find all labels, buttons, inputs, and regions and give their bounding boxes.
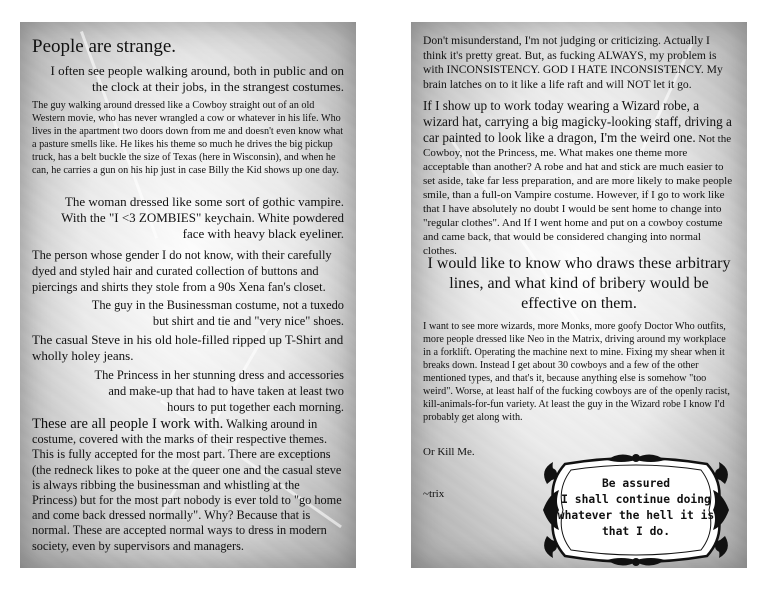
princess-paragraph: The Princess in her stunning dress and accessories and make-up that had to have taken at least two hours to put together each morning. [94,368,344,414]
intro-paragraph: I often see people walking around, both in public and on the clock at their jobs, in the strangest costumes. [50,63,344,94]
wizard-rest: Not the Cowboy, not the Princess, me. What makes one theme more acceptable than another? A robe and hat and stick are much easier to set aside, take far less preparation, and are more likely to make people smile, than a full-on Vampire costume. However, if I go to work like that I have absolutely no doubt I would be sent home to change into "regular clothes". And If I went home and put on a cowboy costume and came back, that would be considered changing into normal clothes. [423,133,733,257]
badge-line: whatever the hell it is [557,509,715,522]
businessman-paragraph: The guy in the Businessman costume, not a tuxedo but shirt and tie and "very nice" shoes. [91,298,344,328]
wants-paragraph: I want to see more wizards, more Monks, more goofy Doctor Who outfits, more people dressed like Neo in the Matrix, driving around my workplace in a forklift. Operating the machine next to mine. Fixing my shear when it breaks down. Instead I get about 30 cowboys and a few of the other mentioned types, and that's it, because anything else is somehow "too weird". Worse, at least half of the fucking cowboys are of the openly racist, kill-animals-for-fun variety. At least the guy in the Wizard robe I know I'd probably get along with. [423,321,730,423]
signature: ~trix [423,488,445,500]
badge-text [537,476,735,540]
xena-paragraph: The person whose gender I do not know, with their carefully dyed and styled hair and curated collection of buttons and piercings and shirts they stole from a 90s Xena fan's closet. [32,248,332,294]
misunderstand-paragraph: Don't misunderstand, I'm not judging or criticizing. Actually I think it's pretty great. But, as fucking ALWAYS, my problem is with INCONSISTENCY. GOD I HATE INCONSISTENCY. My brain latches on to it like a life raft and will NOT let it go. [423,34,723,91]
badge-line: I shall continue doing [561,493,711,506]
left-page [20,22,356,568]
section-heading: I would like to know who draws these arbitrary lines, and what kind of bribery would be effective on them. [427,255,731,312]
work-lead: These are all people I work with. [32,416,224,432]
ornate-frame-badge [537,454,735,566]
page-title: People are strange. [32,36,177,57]
right-page [411,22,747,568]
badge-line: that I do. [601,525,670,538]
badge-line: Be assured [601,477,670,490]
vampire-paragraph: The woman dressed like some sort of gothic vampire. With the "I <3 ZOMBIES" keychain. White powdered face with heavy black eyeliner. [61,194,344,241]
wizard-lead: If I show up to work today wearing a Wizard robe, a wizard hat, carrying a big magicky-looking staff, driving a car painted to look like a dragon, I'm the weird one. [423,98,732,145]
wizard-paragraph [423,98,735,258]
work-paragraph [32,416,344,554]
steve-paragraph: The casual Steve in his old hole-filled ripped up T-Shirt and wholly holey jeans. [32,332,344,363]
cowboy-paragraph: The guy walking around dressed like a Cowboy straight out of an old Western movie, who has never wrangled a cow or whatever in his life. Who lives in the apartment two doors down from me and doesn't even know what a pasture smells like. He likes his theme so much he drives the big pickup truck, has a belt buckle the size of Texas (here in Wisconsin), and when he can, he carries a gun on his hip just in case Billy the Kid shows up one day. [32,100,344,176]
closing-line: Or Kill Me. [423,446,475,458]
work-rest: Walking around in costume, covered with the marks of their respective themes. This is fully accepted for the most part. There are exceptions (the redneck likes to poke at the queer one and the casual steve is always ribbing the businessman and whistling at the Princess) but for the most part nobody is ever told to "go home and come back dressed normally". Why? Because that is normal. These are accepted normal ways to dress in modern society, even by supervisors and managers. [32,417,342,553]
